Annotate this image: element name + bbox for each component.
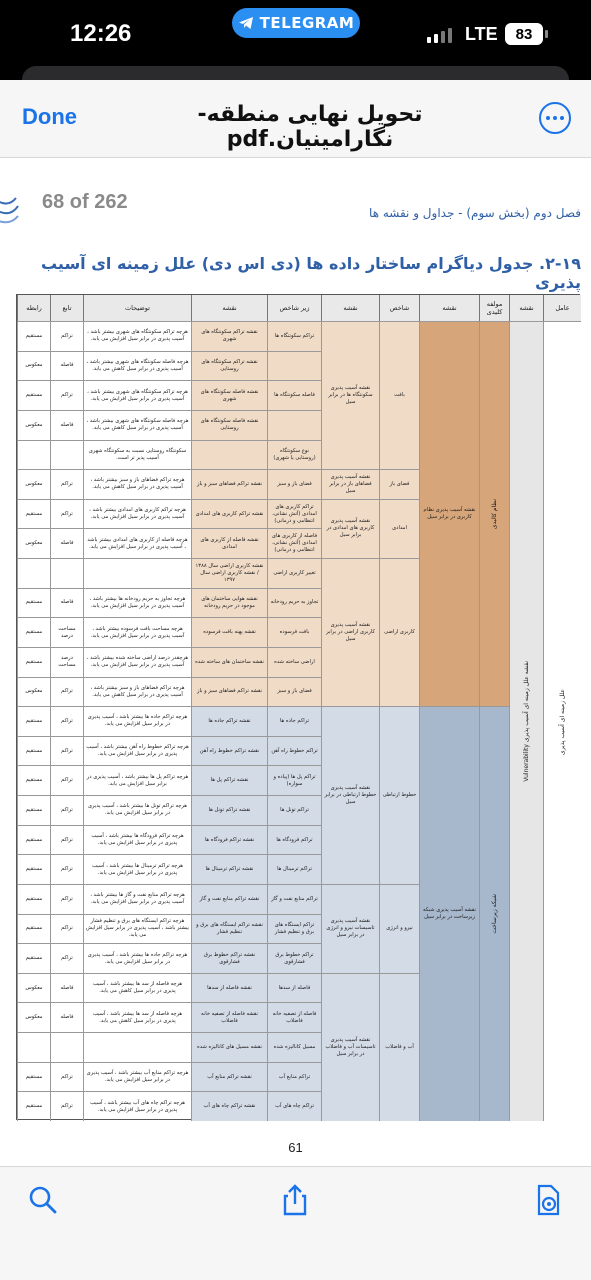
document-title: تحویل نهایی منطقه- نگارامینیان.pdf (197, 102, 423, 152)
indicator-map-cell: نقشه آسیب پذیری تاسیسات آب و فاضلاب در برابر سیل (321, 973, 379, 1121)
description-cell: هرچه مساحت بافت فرسوده بیشتر باشد ، آسیب پذیری در برابر سیل افزایش می یابد. (83, 617, 191, 647)
sub-indicator-cell: تراکم خطوط راه آهن (267, 736, 321, 766)
relation-cell (17, 558, 50, 588)
map-cell: نقشه فاصله از تصفیه خانه فاضلاب (191, 1002, 267, 1032)
relation-cell: مستقیم (17, 1091, 50, 1121)
sub-indicator-cell: تراکم سکونتگاه ها (267, 321, 321, 351)
description-cell: هرچقدر درصد اراضی ساخته شده بیشتر باشد ، آسیب پذیری در برابر سیل افزایش می یابد. (83, 647, 191, 677)
relation-cell: معکوس (17, 528, 50, 558)
relation-cell: مستقیم (17, 736, 50, 766)
table-header-cell: توضیحات (83, 295, 191, 321)
function-cell (50, 558, 83, 588)
function-cell (50, 440, 83, 470)
table-header-cell: نقشه (419, 295, 479, 321)
sub-indicator-cell: تراکم چاه های آب (267, 1091, 321, 1121)
indicator-map-cell: نقشه آسیب پذیری کاربری اراضی در برابر سیل (321, 558, 379, 706)
function-cell (50, 1032, 83, 1062)
relation-cell: معکوس (17, 1002, 50, 1032)
indicator-cell: کاربری اراضی (379, 558, 419, 706)
sub-indicator-cell: تراکم جاده ها (267, 706, 321, 736)
map-cell: نقشه تراکم منابع آب (191, 1062, 267, 1092)
description-cell: هرچه فاصله از سد ها بیشتر باشد ، آسیب پذیری در برابر سیل کاهش می یابد. (83, 973, 191, 1003)
function-cell: تراکم (50, 499, 83, 529)
description-cell: هرچه تراکم ترمینال ها بیشتر باشد ، آسیب پذیری در برابر سیل افزایش می یابد. (83, 854, 191, 884)
table-header-cell: تابع (50, 295, 83, 321)
function-cell: تراکم (50, 914, 83, 944)
map-cell: نقشه تراکم فرودگاه ها (191, 825, 267, 855)
description-cell: سکونتگاه روستایی نسبت به سکونتگاه شهری آسیب پذیر تر است. (83, 440, 191, 470)
telegram-icon (238, 16, 254, 30)
description-cell (83, 558, 191, 588)
relation-cell: مستقیم (17, 380, 50, 410)
page-number: 61 (288, 1140, 303, 1155)
description-cell: هرچه فاصله از کاربری های امدادی بیشتر باشد ، آسیب پذیری در برابر سیل افزایش می یابد. (83, 528, 191, 558)
map-cell (191, 440, 267, 470)
sub-indicator-cell: مسیل کانالیزه شده (267, 1032, 321, 1062)
function-cell: تراکم (50, 943, 83, 973)
function-cell: تراکم (50, 706, 83, 736)
table-header-cell: عامل (543, 295, 581, 321)
description-cell (83, 1032, 191, 1062)
section-heading: فصل دوم (بخش سوم) - جداول و نقشه ها (369, 206, 581, 220)
map-cell: نقشه تراکم خطوط برق فشارقوی (191, 943, 267, 973)
indicator-map-cell: نقشه آسیب پذیری سکونتگاه ها در برابر سیل (321, 321, 379, 469)
description-cell: هرچه تراکم جاده ها بیشتر باشد ، آسیب پذیری در برابر سیل افزایش می یابد. (83, 943, 191, 973)
sub-indicator-cell: تراکم پل ها (پیاده و سواره) (267, 765, 321, 795)
table-header-cell: نقشه (321, 295, 379, 321)
description-cell: هرچه تجاوز به حریم رودخانه ها بیشتر باشد ، آسیب پذیری در برابر سیل افزایش می یابد. (83, 588, 191, 618)
sub-indicator-cell: فضای باز و سبز (267, 469, 321, 499)
map-cell: نقشه پهنه بافت فرسوده (191, 617, 267, 647)
relation-cell (17, 1032, 50, 1062)
key-component-cell: شبکه زیرساخت (479, 706, 509, 1121)
relation-cell: مستقیم (17, 914, 50, 944)
description-cell: هرچه تراکم فضاهای باز و سبز بیشتر باشد ، آسیب پذیری در برابر سیل کاهش می یابد. (83, 469, 191, 499)
map-cell: نقشه تراکم منابع نفت و گاز (191, 884, 267, 914)
function-cell: تراکم (50, 795, 83, 825)
table-header-cell: زیر شاخص (267, 295, 321, 321)
map-cell: نقشه تراکم فضاهای سبز و باز (191, 677, 267, 707)
map-cell: نقشه فاصله سکونتگاه های شهری (191, 380, 267, 410)
function-cell: فاصله (50, 973, 83, 1003)
indicator-cell: امدادی (379, 499, 419, 558)
sub-indicator-cell: فاصله سکونتگاه ها (267, 380, 321, 410)
map-cell: نقشه تراکم سکونتگاه های روستایی (191, 351, 267, 381)
map-cell: نقشه تراکم ترمینال ها (191, 854, 267, 884)
relation-cell: معکوس (17, 469, 50, 499)
relation-cell: مستقیم (17, 854, 50, 884)
relation-cell: مستقیم (17, 795, 50, 825)
relation-cell: مستقیم (17, 884, 50, 914)
sub-indicator-cell: تراکم منابع آب (267, 1062, 321, 1092)
description-cell: هرچه تراکم سکونتگاه های شهری بیشتر باشد ، آسیب پذیری در برابر سیل افزایش می یابد. (83, 380, 191, 410)
page-decoration-icon (0, 178, 20, 238)
description-cell: هرچه تراکم خطوط راه آهن بیشتر باشد ، آسیب پذیری در برابر سیل افزایش می یابد. (83, 736, 191, 766)
map-cell: نقشه فاصله سکونتگاه های روستایی (191, 410, 267, 440)
map-cell: نقشه تراکم ایستگاه های برق و تنظیم فشار (191, 914, 267, 944)
map-cell: نقشه هوایی ساختمان های موجود در حریم رودخانه (191, 588, 267, 618)
indicator-cell: فضای باز (379, 469, 419, 499)
nav-bar (0, 80, 591, 158)
relation-cell: مستقیم (17, 943, 50, 973)
function-cell: تراکم (50, 321, 83, 351)
pdf-page[interactable] (0, 158, 591, 1166)
description-cell: هرچه تراکم کاربری های امدادی بیشتر باشد ، آسیب پذیری در برابر سیل افزایش می یابد. (83, 499, 191, 529)
telegram-pill-label: TELEGRAM (259, 14, 355, 32)
function-cell: مساحت درصد (50, 617, 83, 647)
telegram-return-pill[interactable] (232, 8, 360, 38)
relation-cell: مستقیم (17, 321, 50, 351)
indicator-map-cell: نقشه آسیب پذیری فضاهای باز در برابر سیل (321, 469, 379, 499)
map-cell: نقشه تراکم خطوط راه آهن (191, 736, 267, 766)
relation-cell: مستقیم (17, 706, 50, 736)
description-cell: هرچه تراکم چاه های آب بیشتر باشد ، آسیب پذیری در برابر سیل افزایش می یابد. (83, 1091, 191, 1121)
function-cell: درصد مساحت (50, 647, 83, 677)
sub-indicator-cell: تراکم منابع نفت و گاز (267, 884, 321, 914)
key-component-map-cell: نقشه آسیب پذیری شبکه زیرساخت در برابر سیل (419, 706, 479, 1121)
ellipsis-icon[interactable] (539, 102, 571, 134)
function-cell: تراکم (50, 854, 83, 884)
function-cell: تراکم (50, 765, 83, 795)
factor-cell: علل زمینه ای آسیب پذیری (543, 321, 581, 1121)
indicator-cell: نیرو و انرژی (379, 884, 419, 973)
sub-indicator-cell: فاصله از سدها (267, 973, 321, 1003)
map-cell: نقشه ساختمان های ساخته شده (191, 647, 267, 677)
relation-cell: مستقیم (17, 647, 50, 677)
sheet-edge (22, 66, 569, 80)
done-button[interactable]: Done (22, 104, 77, 129)
status-bar (0, 0, 591, 66)
map-cell: نقشه تراکم کاربری های امدادی (191, 499, 267, 529)
table-header-cell: رابطه (17, 295, 50, 321)
function-cell: فاصله (50, 351, 83, 381)
function-cell: فاصله (50, 1002, 83, 1032)
search-icon[interactable] (26, 1183, 60, 1217)
sub-indicator-cell (267, 410, 321, 440)
description-cell: هرچه تراکم تونل ها بیشتر باشد ، آسیب پذیری در برابر سیل افزایش می یابد. (83, 795, 191, 825)
table-header-cell: نقشه (509, 295, 543, 321)
relation-cell: مستقیم (17, 825, 50, 855)
description-cell: هرچه تراکم سکونتگاه های شهری بیشتر باشد ، آسیب پذیری در برابر سیل افزایش می یابد. (83, 321, 191, 351)
bottom-toolbar (0, 1166, 591, 1280)
indicator-map-cell: نقشه آسیب پذیری خطوط ارتباطی در برابر سیل (321, 706, 379, 884)
table-header-cell: شاخص (379, 295, 419, 321)
relation-cell: معکوس (17, 410, 50, 440)
map-cell: نقشه فاصله از کاربری های امدادی (191, 528, 267, 558)
sub-indicator-cell: تغییر کاربری اراضی (267, 558, 321, 588)
sub-indicator-cell: تراکم ترمینال ها (267, 854, 321, 884)
function-cell: فاصله (50, 528, 83, 558)
indicator-map-cell: نقشه آسیب پذیری کاربری های امدادی در برابر سیل (321, 499, 379, 558)
factor-map-cell: نقشه علل زمینه ای آسیب پذیری Vulnerability (509, 321, 543, 1121)
sub-indicator-cell: تراکم کاربری های امدادی (آتش نشانی، انتظامی و درمانی) (267, 499, 321, 529)
map-cell: نقشه تراکم پل ها (191, 765, 267, 795)
sub-indicator-cell: اراضی ساخته شده (267, 647, 321, 677)
description-cell: هرچه تراکم ایستگاه های برق و تنظیم فشار بیشتر باشد ، آسیب پذیری در برابر سیل افزایش می یابد. (83, 914, 191, 944)
sub-indicator-cell (267, 351, 321, 381)
relation-cell: معکوس (17, 351, 50, 381)
description-cell: هرچه تراکم پل ها بیشتر باشد ، آسیب پذیری در برابر سیل افزایش می یابد. (83, 765, 191, 795)
map-cell: نقشه تراکم جاده ها (191, 706, 267, 736)
map-cell: نقشه تراکم تونل ها (191, 795, 267, 825)
relation-cell: معکوس (17, 973, 50, 1003)
share-icon[interactable] (278, 1183, 312, 1217)
description-cell: هرچه تراکم فضاهای باز و سبز بیشتر باشد ، آسیب پذیری در برابر سیل کاهش می یابد. (83, 677, 191, 707)
description-cell: هرچه فاصله سکونتگاه های شهری بیشتر باشد ، آسیب پذیری در برابر سیل کاهش می یابد. (83, 351, 191, 381)
function-cell: تراکم (50, 736, 83, 766)
description-cell: هرچه فاصله سکونتگاه های شهری بیشتر باشد ، آسیب پذیری در برابر سیل کاهش می یابد. (83, 410, 191, 440)
indicator-cell: خطوط ارتباطی (379, 706, 419, 884)
sub-indicator-cell: فاصله از تصفیه خانه فاضلاب (267, 1002, 321, 1032)
table-title: ۲-۱۹. جدول دیاگرام ساختار داده ها (دی اس دی) علل زمینه ای آسیب پذیری (40, 254, 581, 292)
indicator-cell: بافت (379, 321, 419, 469)
sub-indicator-cell: تراکم ایستگاه های برق و تنظیم فشار (267, 914, 321, 944)
sub-indicator-cell: بافت فرسوده (267, 617, 321, 647)
map-cell: نقشه مسیل های کانالیزه شده (191, 1032, 267, 1062)
map-cell: نقشه تراکم چاه های آب (191, 1091, 267, 1121)
description-cell: هرچه تراکم فرودگاه ها بیشتر باشد ، آسیب پذیری در برابر سیل افزایش می یابد. (83, 825, 191, 855)
network-label: LTE (465, 24, 498, 44)
relation-cell: مستقیم (17, 765, 50, 795)
dsd-table (16, 294, 580, 1120)
sub-indicator-cell: تراکم فرودگاه ها (267, 825, 321, 855)
function-cell: تراکم (50, 380, 83, 410)
relation-cell: معکوس (17, 677, 50, 707)
sub-indicator-cell: فضای باز و سبز (267, 677, 321, 707)
markup-icon[interactable] (531, 1183, 565, 1217)
relation-cell: مستقیم (17, 499, 50, 529)
map-cell: نقشه کاربری اراضی سال ۱۳۸۸ / نقشه کاربری اراضی سال ۱۳۹۷ (191, 558, 267, 588)
indicator-cell: آب و فاضلاب (379, 973, 419, 1121)
page-counter: 68 of 262 (42, 191, 128, 213)
sub-indicator-cell: تراکم خطوط برق فشارقوی (267, 943, 321, 973)
function-cell: تراکم (50, 469, 83, 499)
relation-cell: مستقیم (17, 617, 50, 647)
key-component-map-cell: نقشه آسیب پذیری نظام کاربری در برابر سیل (419, 321, 479, 706)
sub-indicator-cell: تجاوز به حریم رودخانه (267, 588, 321, 618)
signal-icon (427, 28, 452, 43)
sub-indicator-cell: فاصله از کاربری های امدادی (آتش نشانی، انتظامی و درمانی) (267, 528, 321, 558)
relation-cell (17, 440, 50, 470)
relation-cell: مستقیم (17, 588, 50, 618)
table-header-cell: نقشه (191, 295, 267, 321)
sub-indicator-cell: تراکم تونل ها (267, 795, 321, 825)
function-cell: فاصله (50, 588, 83, 618)
battery-icon: 83 (505, 23, 543, 45)
function-cell: تراکم (50, 825, 83, 855)
relation-cell: مستقیم (17, 1062, 50, 1092)
description-cell: هرچه تراکم منابع آب بیشتر باشد ، آسیب پذیری در برابر سیل افزایش می یابد. (83, 1062, 191, 1092)
description-cell: هرچه فاصله از سد ها بیشتر باشد ، آسیب پذیری در برابر سیل کاهش می یابد. (83, 1002, 191, 1032)
key-component-cell: نظام کالبدی (479, 321, 509, 706)
map-cell: نقشه تراکم فضاهای سبز و باز (191, 469, 267, 499)
map-cell: نقشه فاصله از سدها (191, 973, 267, 1003)
description-cell: هرچه تراکم منابع نفت و گاز ها بیشتر باشد ، آسیب پذیری در برابر سیل افزایش می یابد. (83, 884, 191, 914)
indicator-map-cell: نقشه آسیب پذیری تاسیسات نیرو و انرژی در برابر سیل (321, 884, 379, 973)
function-cell: تراکم (50, 1062, 83, 1092)
sub-indicator-cell: نوع سکونتگاه (روستایی یا شهری) (267, 440, 321, 470)
function-cell: تراکم (50, 884, 83, 914)
function-cell: فاصله (50, 410, 83, 440)
map-cell: نقشه تراکم سکونتگاه های شهری (191, 321, 267, 351)
table-header-cell: مولفه کلیدی (479, 295, 509, 321)
description-cell: هرچه تراکم جاده ها بیشتر باشد ، آسیب پذیری در برابر سیل افزایش می یابد. (83, 706, 191, 736)
status-time: 12:26 (70, 20, 132, 47)
function-cell: تراکم (50, 1091, 83, 1121)
function-cell: تراکم (50, 677, 83, 707)
